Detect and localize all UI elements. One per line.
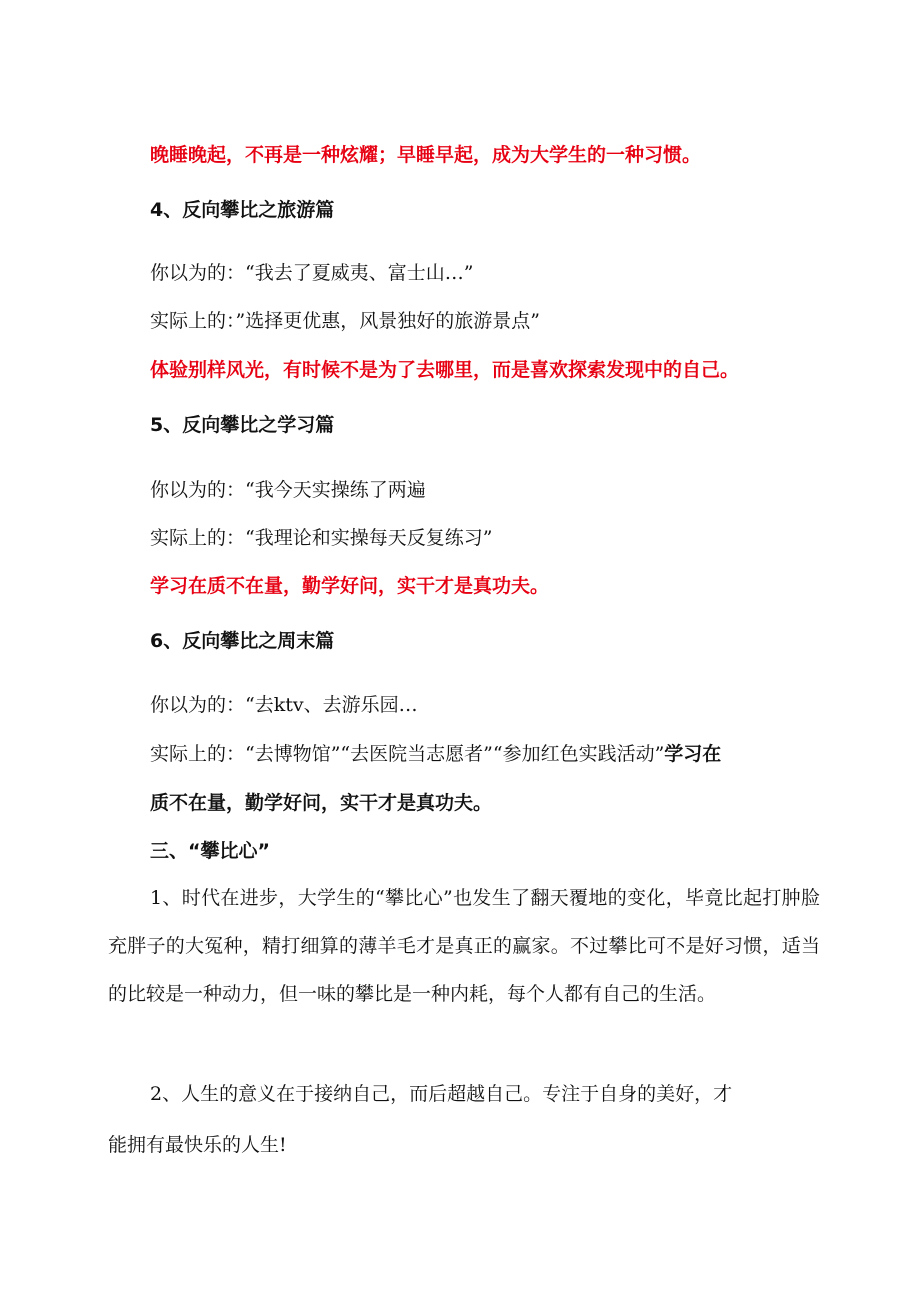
part3-paragraph-1: 1、时代在进步，大学生的“攀比心”也发生了翻天覆地的变化，毕竟比起打肿脸充胖子的大冤种，精打细算的薄羊毛才是真正的赢家。不过攀比可不是好习惯，适当的比较是一种动力，但一味的攀比是一种内耗，每个人都有自己的生活。 [108,887,820,1005]
weekend-actually-bold: 学习在 [664,743,722,765]
travel-you-think: 你以为的：“我去了夏威夷、富士山…” [150,262,474,284]
travel-actually: 实际上的：”选择更优惠，风景独好的旅游景点” [150,310,540,332]
travel-heading: 4、反向攀比之旅游篇 [150,199,335,221]
weekend-actually-text: 实际上的：“去博物馆”“去医院当志愿者”“参加红色实践活动” [150,743,665,765]
part3-heading: 三、“攀比心” [150,840,270,862]
study-heading: 5、反向攀比之学习篇 [150,414,335,436]
part3-paragraph-2-line2: 能拥有最快乐的人生! [108,1134,287,1156]
weekend-actually-continued: 质不在量，勤学好问，实干才是真功夫。 [150,792,493,814]
weekend-heading: 6、反向攀比之周末篇 [150,630,335,652]
weekend-you-think: 你以为的：“去ktv、去游乐园… [150,694,418,716]
study-you-think: 你以为的：“我今天实操练了两遍 [150,479,426,501]
travel-conclusion: 体验别样风光，有时候不是为了去哪里，而是喜欢探索发现中的自己。 [150,359,740,381]
study-actually: 实际上的：“我理论和实操每天反复练习” [150,527,493,549]
study-conclusion: 学习在质不在量，勤学好问，实干才是真功夫。 [150,575,550,597]
weekend-actually [150,741,824,767]
part3-paragraph-2-line1: 2、人生的意义在于接纳自己，而后超越自己。专注于自身的美好，才 [150,1083,733,1105]
sleep-conclusion: 晚睡晚起，不再是一种炫耀；早睡早起，成为大学生的一种习惯。 [150,144,702,166]
